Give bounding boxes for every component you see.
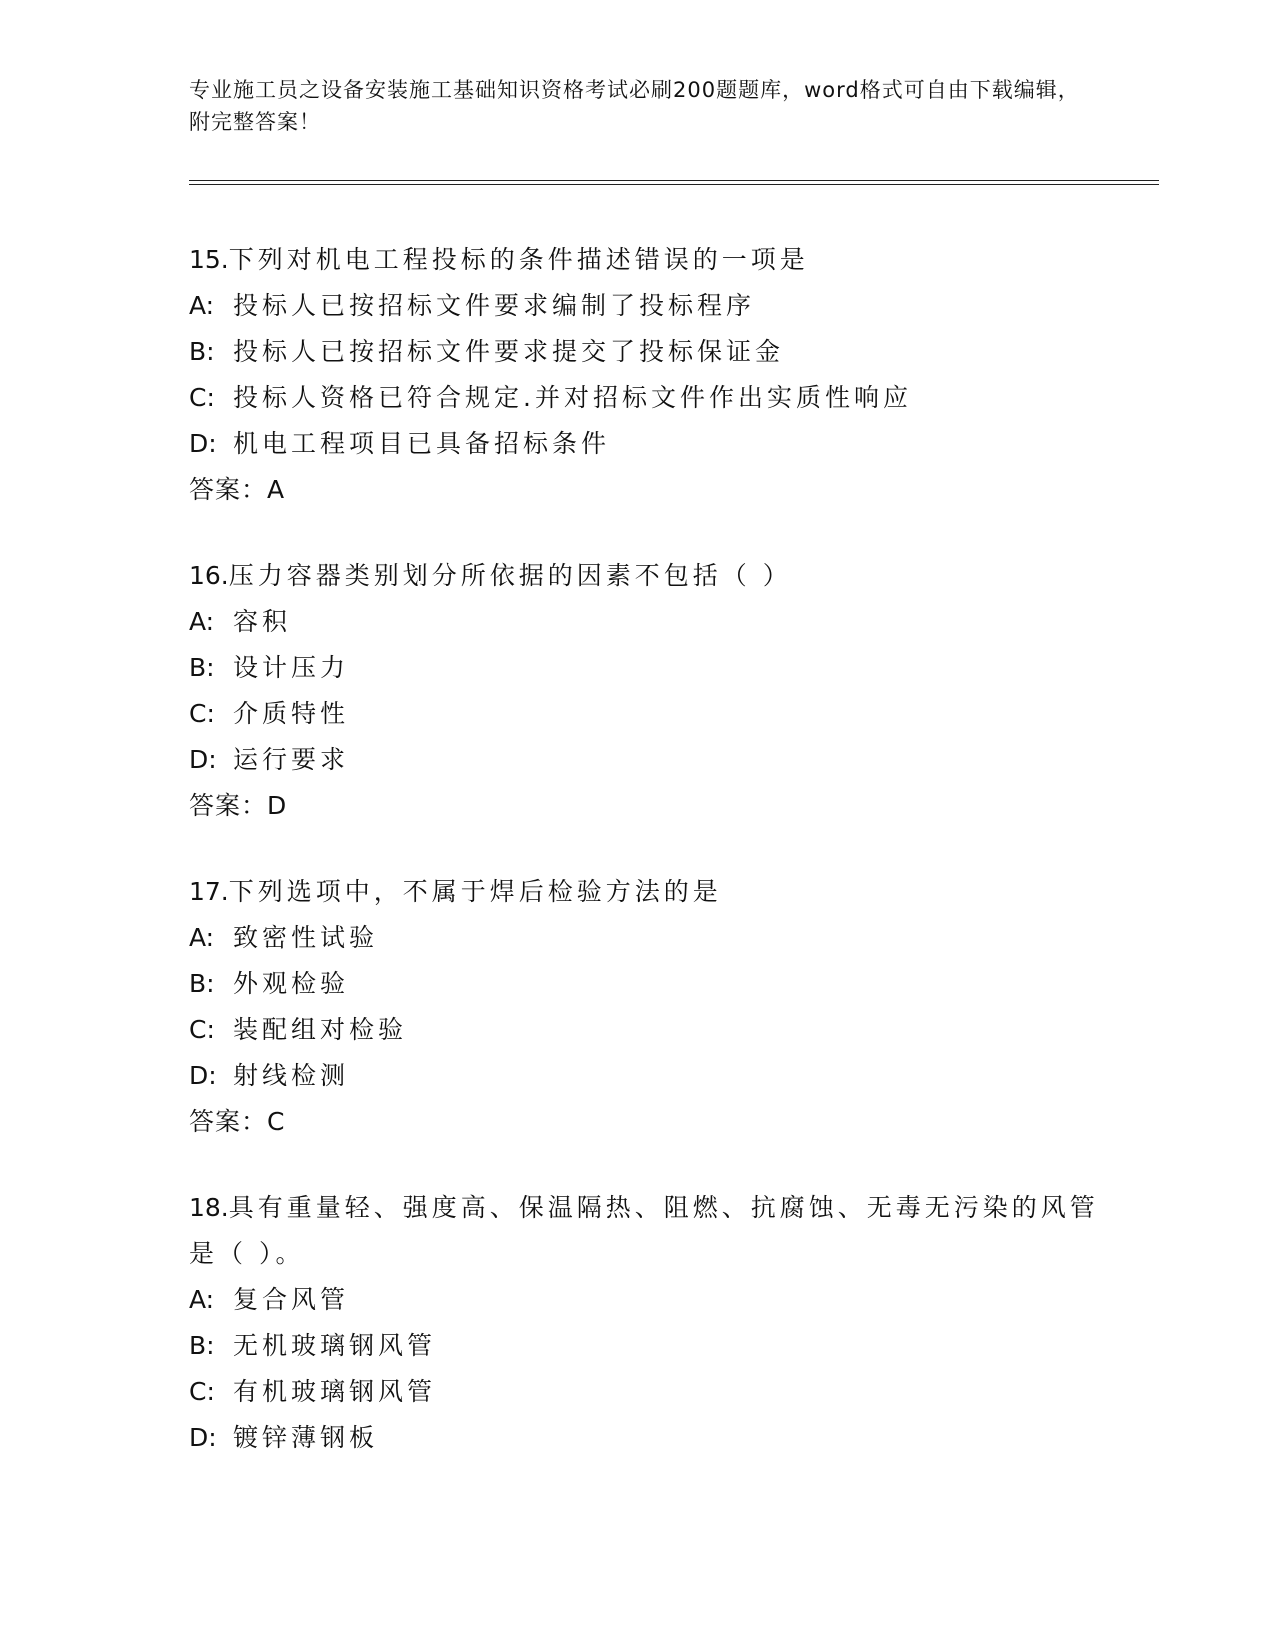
question-text: 压力容器类别划分所依据的因素不包括（ ） <box>228 561 792 590</box>
option-b <box>189 961 1109 1007</box>
option-text: 镀锌薄钢板 <box>233 1423 379 1452</box>
answer-value: C <box>267 1107 286 1136</box>
option-letter: D: <box>189 429 217 458</box>
option-text: 投标人已按招标文件要求编制了投标程序 <box>233 291 756 320</box>
option-d <box>189 737 1109 783</box>
option-d <box>189 1415 1109 1461</box>
option-letter: C: <box>189 1015 215 1044</box>
option-text: 复合风管 <box>233 1285 350 1314</box>
option-d <box>189 1053 1109 1099</box>
question-text: 具有重量轻、强度高、保温隔热、阻燃、抗腐蚀、无毒无污染的风管是（ ）。 <box>189 1193 1099 1268</box>
option-text: 致密性试验 <box>233 923 379 952</box>
option-letter: D: <box>189 745 217 774</box>
option-text: 机电工程项目已具备招标条件 <box>233 429 611 458</box>
option-letter: B: <box>189 653 215 682</box>
document-header: 专业施工员之设备安装施工基础知识资格考试必刷200题题库，word格式可自由下载编辑，附完整答案！ <box>189 78 1080 134</box>
option-text: 外观检验 <box>233 969 350 998</box>
question-stem <box>189 1185 1109 1277</box>
header-divider-bottom <box>189 184 1159 185</box>
option-letter: A: <box>189 291 215 320</box>
option-text: 无机玻璃钢风管 <box>233 1331 437 1360</box>
option-text: 运行要求 <box>233 745 350 774</box>
question-number: 15. <box>189 245 229 274</box>
question-list <box>189 237 1109 1501</box>
question-number: 17. <box>189 877 229 906</box>
option-c <box>189 691 1109 737</box>
option-letter: C: <box>189 1377 215 1406</box>
header-divider-top <box>189 180 1159 181</box>
answer-line <box>189 1099 1109 1145</box>
option-c <box>189 1369 1109 1415</box>
option-text: 射线检测 <box>233 1061 350 1090</box>
option-letter: C: <box>189 699 215 728</box>
question-number: 16. <box>189 561 229 590</box>
question-text: 下列对机电工程投标的条件描述错误的一项是 <box>228 245 809 274</box>
option-a <box>189 1277 1109 1323</box>
option-letter: A: <box>189 607 215 636</box>
answer-line <box>189 783 1109 829</box>
option-d <box>189 421 1109 467</box>
answer-label: 答案： <box>189 475 268 504</box>
question-number: 18. <box>189 1193 229 1222</box>
option-b <box>189 1323 1109 1369</box>
answer-value: A <box>267 475 286 504</box>
option-letter: B: <box>189 969 215 998</box>
option-letter: D: <box>189 1061 217 1090</box>
answer-value: D <box>267 791 288 820</box>
answer-label: 答案： <box>189 791 268 820</box>
answer-label: 答案： <box>189 1107 268 1136</box>
question-17 <box>189 869 1109 1145</box>
option-text: 投标人已按招标文件要求提交了投标保证金 <box>233 337 785 366</box>
question-stem <box>189 237 1109 283</box>
option-a <box>189 915 1109 961</box>
question-text: 下列选项中，不属于焊后检验方法的是 <box>228 877 722 906</box>
option-text: 装配组对检验 <box>233 1015 408 1044</box>
option-c <box>189 375 1109 421</box>
option-c <box>189 1007 1109 1053</box>
question-16 <box>189 553 1109 829</box>
option-text: 有机玻璃钢风管 <box>233 1377 437 1406</box>
question-stem <box>189 553 1109 599</box>
option-letter: C: <box>189 383 215 412</box>
option-a <box>189 599 1109 645</box>
option-a <box>189 283 1109 329</box>
question-15 <box>189 237 1109 513</box>
question-18 <box>189 1185 1109 1461</box>
question-stem <box>189 869 1109 915</box>
option-text: 投标人资格已符合规定.并对招标文件作出实质性响应 <box>233 383 912 412</box>
option-b <box>189 645 1109 691</box>
answer-line <box>189 467 1109 513</box>
option-letter: D: <box>189 1423 217 1452</box>
option-text: 介质特性 <box>233 699 350 728</box>
option-text: 容积 <box>233 607 292 636</box>
option-text: 设计压力 <box>233 653 350 682</box>
option-letter: A: <box>189 1285 215 1314</box>
option-b <box>189 329 1109 375</box>
option-letter: A: <box>189 923 215 952</box>
option-letter: B: <box>189 1331 215 1360</box>
option-letter: B: <box>189 337 215 366</box>
